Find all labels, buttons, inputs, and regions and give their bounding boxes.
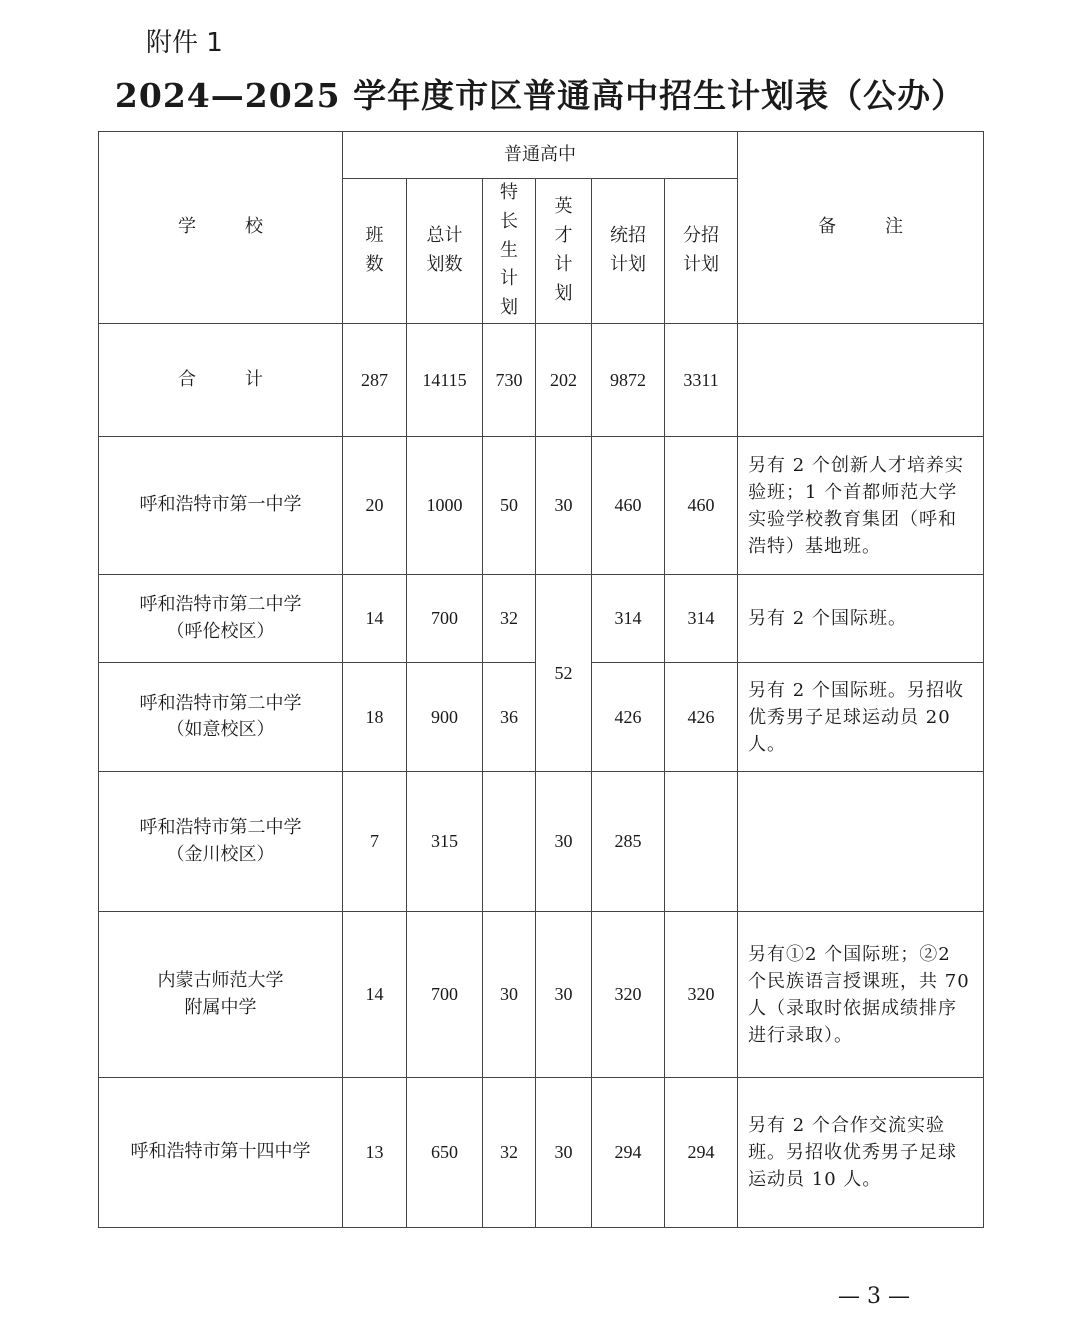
total-specialty: 730 xyxy=(483,324,536,437)
specialty-cell xyxy=(483,772,536,912)
talent-cell-merged: 52 xyxy=(536,575,592,772)
header-unified: 统招计划 xyxy=(592,179,665,324)
table-row xyxy=(99,772,984,912)
enrollment-plan-table xyxy=(98,131,984,1228)
classes-cell: 20 xyxy=(343,437,407,575)
total-cell: 700 xyxy=(407,912,483,1078)
header-talent: 英才计划 xyxy=(536,179,592,324)
table-row xyxy=(99,1078,984,1228)
table-row xyxy=(99,575,984,663)
talent-cell: 30 xyxy=(536,912,592,1078)
header-group: 普通高中 xyxy=(343,132,738,179)
total-classes: 287 xyxy=(343,324,407,437)
specialty-cell: 30 xyxy=(483,912,536,1078)
remarks-cell: 另有 2 个国际班。另招收优秀男子足球运动员 20 人。 xyxy=(738,663,984,772)
unified-cell: 314 xyxy=(592,575,665,663)
talent-cell: 30 xyxy=(536,1078,592,1228)
header-quota: 分招计划 xyxy=(665,179,738,324)
total-cell: 650 xyxy=(407,1078,483,1228)
document-title: 2024—2025 学年度市区普通高中招生计划表（公办） xyxy=(114,76,966,115)
classes-cell: 13 xyxy=(343,1078,407,1228)
quota-cell: 460 xyxy=(665,437,738,575)
school-name: 呼和浩特市第一中学 xyxy=(99,437,343,575)
talent-cell: 30 xyxy=(536,437,592,575)
remarks-cell xyxy=(738,772,984,912)
classes-cell: 14 xyxy=(343,575,407,663)
remarks-cell: 另有 2 个国际班。 xyxy=(738,575,984,663)
unified-cell: 285 xyxy=(592,772,665,912)
school-name: 内蒙古师范大学 附属中学 xyxy=(99,912,343,1078)
talent-cell: 30 xyxy=(536,772,592,912)
school-name: 呼和浩特市第二中学 （如意校区） xyxy=(99,663,343,772)
quota-cell xyxy=(665,772,738,912)
unified-cell: 294 xyxy=(592,1078,665,1228)
specialty-cell: 36 xyxy=(483,663,536,772)
header-school: 学 校 xyxy=(99,132,343,324)
remarks-cell: 另有 2 个创新人才培养实验班；1 个首都师范大学实验学校教育集团（呼和浩特）基地班。 xyxy=(738,437,984,575)
total-unified: 9872 xyxy=(592,324,665,437)
remarks-cell: 另有①2 个国际班；②2 个民族语言授课班，共 70 人（录取时依据成绩排序进行录取）。 xyxy=(738,912,984,1078)
specialty-cell: 32 xyxy=(483,1078,536,1228)
classes-cell: 7 xyxy=(343,772,407,912)
school-name: 呼和浩特市第十四中学 xyxy=(99,1078,343,1228)
total-label: 合 计 xyxy=(99,324,343,437)
unified-cell: 426 xyxy=(592,663,665,772)
total-cell: 700 xyxy=(407,575,483,663)
header-row-1 xyxy=(99,132,984,179)
quota-cell: 314 xyxy=(665,575,738,663)
quota-cell: 294 xyxy=(665,1078,738,1228)
header-remarks: 备 注 xyxy=(738,132,984,324)
specialty-cell: 32 xyxy=(483,575,536,663)
quota-cell: 426 xyxy=(665,663,738,772)
total-quota: 3311 xyxy=(665,324,738,437)
total-talent: 202 xyxy=(536,324,592,437)
total-remarks xyxy=(738,324,984,437)
classes-cell: 18 xyxy=(343,663,407,772)
header-classes: 班数 xyxy=(343,179,407,324)
header-total: 总计划数 xyxy=(407,179,483,324)
quota-cell: 320 xyxy=(665,912,738,1078)
total-cell: 900 xyxy=(407,663,483,772)
school-name: 呼和浩特市第二中学 （呼伦校区） xyxy=(99,575,343,663)
school-name: 呼和浩特市第二中学 （金川校区） xyxy=(99,772,343,912)
attachment-label: 附件 1 xyxy=(146,28,223,58)
total-total: 14115 xyxy=(407,324,483,437)
total-row xyxy=(99,324,984,437)
table-row xyxy=(99,912,984,1078)
page-number: — 3 — xyxy=(838,1284,910,1309)
unified-cell: 460 xyxy=(592,437,665,575)
classes-cell: 14 xyxy=(343,912,407,1078)
remarks-cell: 另有 2 个合作交流实验班。另招收优秀男子足球运动员 10 人。 xyxy=(738,1078,984,1228)
header-specialty: 特长生计划 xyxy=(483,179,536,324)
specialty-cell: 50 xyxy=(483,437,536,575)
table-row xyxy=(99,437,984,575)
unified-cell: 320 xyxy=(592,912,665,1078)
total-cell: 1000 xyxy=(407,437,483,575)
total-cell: 315 xyxy=(407,772,483,912)
